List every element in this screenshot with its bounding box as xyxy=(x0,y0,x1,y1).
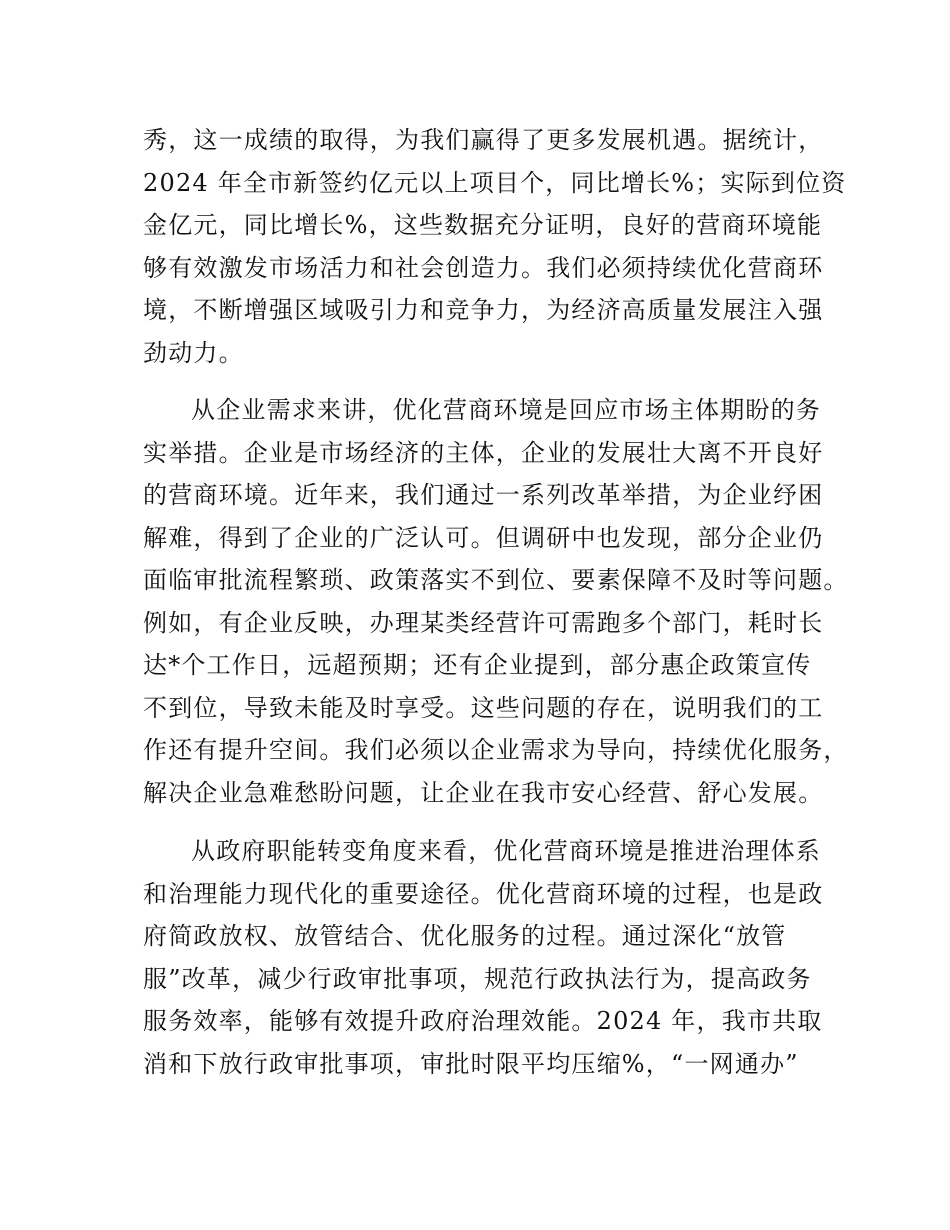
text-line: 服务效率，能够有效提升政府治理效能。2024 年，我市共取 xyxy=(143,1007,823,1035)
text-line: 例如，有企业反映，办理某类经营许可需跑多个部门，耗时长 xyxy=(143,608,824,637)
text-line: 消和下放行政审批事项，审批时限平均压缩%，“一网通办” xyxy=(143,1049,799,1078)
text-line: 劲动力。 xyxy=(143,338,244,367)
text-line: 服”改革，减少行政审批事项，规范行政执法行为，提高政务 xyxy=(143,964,812,993)
text-line: 面临审批流程繁琐、政策落实不到位、要素保障不及时等问题。 xyxy=(143,566,849,594)
text-line: 实举措。企业是市场经济的主体，企业的发展壮大离不开良好 xyxy=(143,438,824,467)
text-line: 作还有提升空间。我们必须以企业需求为导向，持续优化服务， xyxy=(143,736,849,764)
text-line: 不到位，导致未能及时享受。这些问题的存在，说明我们的工 xyxy=(143,693,824,722)
text-line: 解决企业急难愁盼问题，让企业在我市安心经营、舒心发展。 xyxy=(143,778,824,807)
text-line: 解难，得到了企业的广泛认可。但调研中也发现，部分企业仍 xyxy=(143,523,824,552)
paragraph-3 xyxy=(143,830,823,1085)
text-line: 秀，这一成绩的取得，为我们赢得了更多发展机遇。据统计， xyxy=(143,126,824,154)
text-line: 2024 年全市新签约亿元以上项目个，同比增长%；实际到位资 xyxy=(143,168,847,197)
text-line: 够有效激发市场活力和社会创造力。我们必须持续优化营商环 xyxy=(143,253,824,282)
text-line: 府简政放权、放管结合、优化服务的过程。通过深化“放管 xyxy=(143,922,787,950)
text-line: 从企业需求来讲，优化营商环境是回应市场主体期盼的务 xyxy=(191,396,821,424)
paragraph-2 xyxy=(143,389,849,814)
text-line: 和治理能力现代化的重要途径。优化营商环境的过程，也是政 xyxy=(143,879,824,908)
text-line: 境，不断增强区域吸引力和竞争力，为经济高质量发展注入强 xyxy=(143,296,824,324)
text-line: 的营商环境。近年来，我们通过一系列改革举措，为企业纾困 xyxy=(143,481,824,509)
text-line: 达*个工作日，远超预期；还有企业提到，部分惠企政策宣传 xyxy=(143,651,812,679)
text-line: 从政府职能转变角度来看，优化营商环境是推进治理体系 xyxy=(191,837,821,865)
text-line: 金亿元，同比增长%，这些数据充分证明，良好的营商环境能 xyxy=(143,211,823,239)
paragraph-1 xyxy=(143,119,847,374)
